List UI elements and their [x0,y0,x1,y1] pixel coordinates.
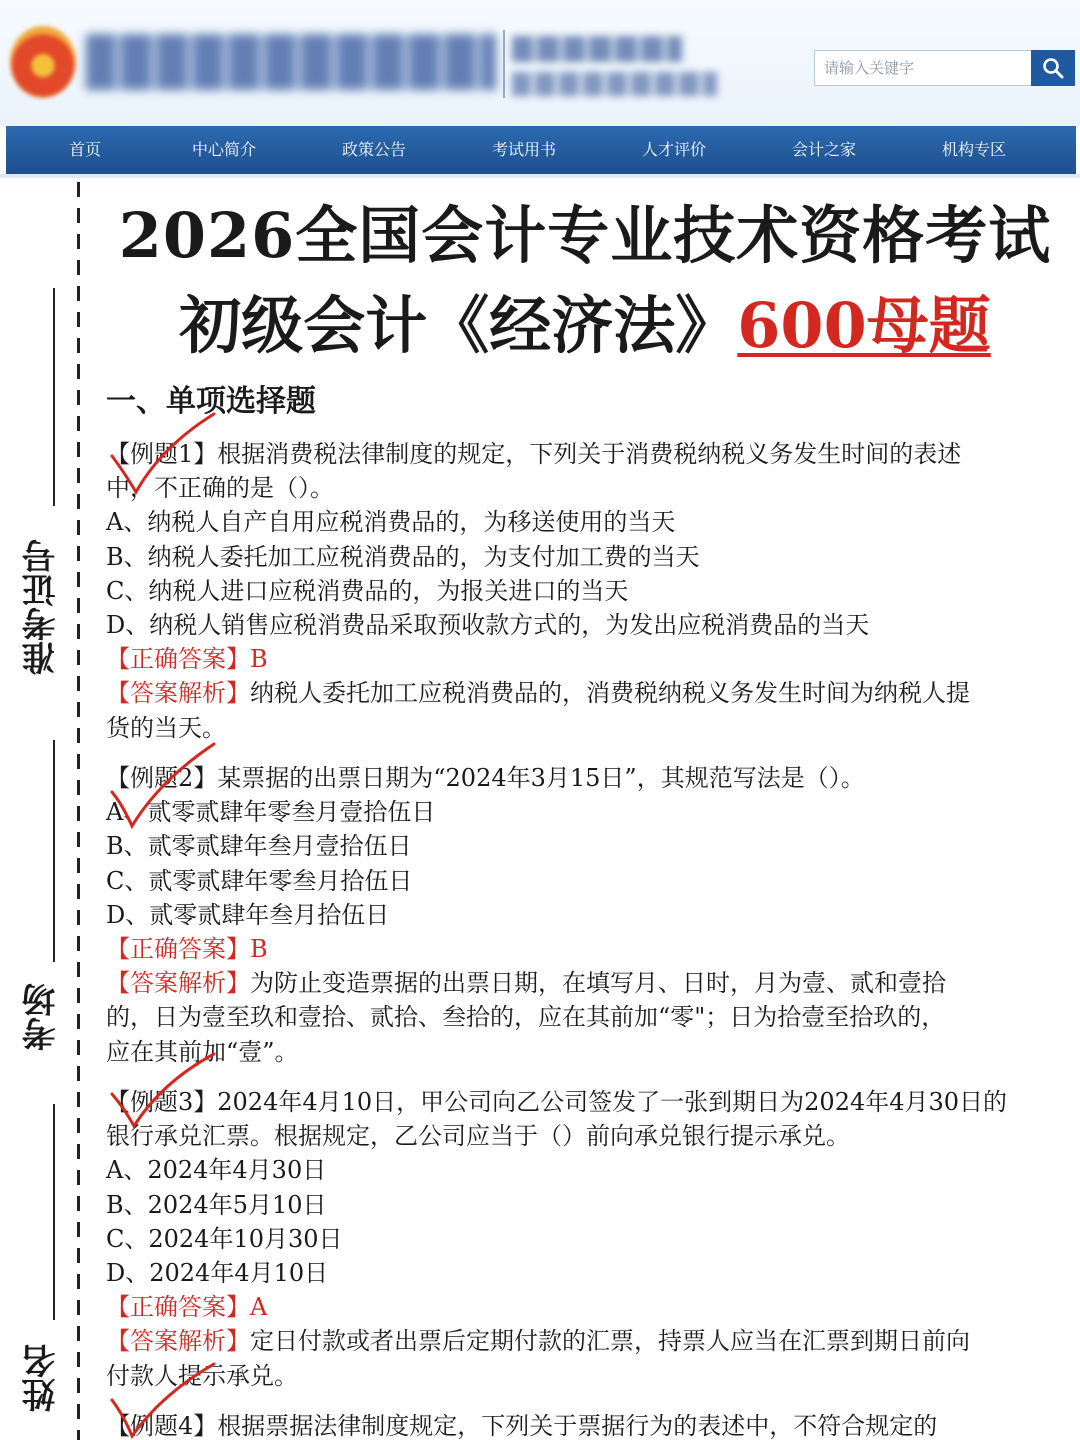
answer-label: 【正确答案】 [106,935,250,964]
nav-home[interactable]: 首页 [68,140,101,159]
subtitle-highlight: 600母题 [737,289,991,362]
section-heading: 一、单项选择题 [106,384,316,419]
option-b: B、贰零贰肆年叁月壹拾伍日 [106,832,412,861]
analysis [106,676,1056,710]
question-stem-line: 【例题4】根据票据法律制度规定，下列关于票据行为的表述中，不符合规定的 [106,1412,938,1440]
exam-room-label: 考场 [22,983,62,1052]
exam-no-line [53,288,55,506]
analysis-line: 应在其前加“壹”。 [106,1037,299,1066]
analysis-label: 【答案解析】 [106,679,250,708]
question-3 [106,1085,1056,1393]
answer-value: A [250,1293,268,1322]
option-d: D、贰零贰肆年叁月拾伍日 [106,900,390,929]
name-line [53,1104,55,1320]
option-c: C、贰零贰肆年零叁月拾伍日 [106,866,413,895]
blurred-site-subtitle [512,36,682,62]
analysis-line: 货的当天。 [106,713,226,742]
nav-shadow [0,174,1080,178]
exam-room-line [53,740,55,962]
option-a: A、2024年4月30日 [106,1156,327,1185]
nav-talent[interactable]: 人才评价 [641,140,706,159]
page-title: 2026全国会计专业技术资格考试 [118,199,1052,272]
nav-books[interactable]: 考试用书 [491,140,556,159]
emblem-logo [10,26,76,98]
answer-value: B [250,645,268,674]
answer-label: 【正确答案】 [106,1293,250,1322]
check-mark-icon [108,410,218,500]
analysis [106,1324,1056,1358]
check-mark-icon [108,740,218,830]
question-stem-line: 【例题1】根据消费税法律制度的规定，下列关于消费税纳税义务发生时间的表述 [106,440,962,468]
blurred-site-subtitle-2 [512,72,717,96]
answer-value: B [250,935,268,964]
option-c: C、纳税人进口应税消费品的，为报关进口的当天 [106,576,629,605]
search-button[interactable] [1031,50,1075,86]
subtitle-prefix: 初级会计《经济法》 [179,289,738,362]
analysis-line: 的，日为壹至玖和壹拾、贰拾、叁拾的，应在其前加“零"；日为拾壹至拾玖的， [106,1003,946,1032]
check-mark-icon [108,1050,218,1130]
header-divider [503,30,505,98]
cut-line [77,182,80,1440]
analysis [106,966,1056,1000]
analysis-line: 付款人提示承兑。 [106,1361,298,1390]
correct-answer [106,932,1056,966]
correct-answer [106,1290,1056,1324]
option-d: D、2024年4月10日 [106,1259,329,1288]
correct-answer [106,642,1056,676]
option-c: C、2024年10月30日 [106,1224,343,1253]
name-label: 姓名 [22,1344,62,1412]
analysis-text: 为防止变造票据的出票日期，在填写月、日时，月为壹、贰和壹拾 [250,969,946,998]
nav-about[interactable]: 中心简介 [191,140,256,159]
option-b: B、纳税人委托加工应税消费品的，为支付加工费的当天 [106,542,700,571]
exam-no-label: 准考证号 [22,539,62,675]
main-nav [6,126,1076,174]
analysis-label: 【答案解析】 [106,969,250,998]
analysis-text: 定日付款或者出票后定期付款的汇票，持票人应当在汇票到期日前向 [250,1327,970,1356]
question-1 [106,437,1056,745]
option-a: A、贰零贰肆年零叁月壹拾伍日 [106,798,436,827]
answer-label: 【正确答案】 [106,645,250,674]
search-icon [1041,56,1065,80]
nav-accounting-home[interactable]: 会计之家 [791,140,856,159]
question-2 [106,761,1056,1069]
question-stem-line: 银行承兑汇票。根据规定，乙公司应当于（）前向承兑银行提示承兑。 [106,1122,850,1151]
nav-institutions[interactable]: 机构专区 [941,140,1006,159]
page-subtitle [100,276,1070,365]
check-mark-icon [108,1360,218,1440]
blurred-site-title [86,34,496,90]
nav-policy[interactable]: 政策公告 [341,140,406,159]
question-stem-line: 【例题2】某票据的出票日期为“2024年3月15日”，其规范写法是（）。 [106,764,865,792]
site-header [0,0,1080,126]
option-a: A、纳税人自产自用应税消费品的，为移送使用的当天 [106,508,676,537]
option-d: D、纳税人销售应税消费品采取预收款方式的，为发出应税消费品的当天 [106,611,870,640]
analysis-label: 【答案解析】 [106,1327,250,1356]
question-stem-line: 【例题3】2024年4月10日，甲公司向乙公司签发了一张到期日为2024年4月30日的 [106,1088,1008,1116]
question-4 [106,1409,1056,1440]
question-stem-line: 中，不正确的是（）。 [106,474,334,503]
option-b: B、2024年5月10日 [106,1190,327,1219]
analysis-text: 纳税人委托加工应税消费品的，消费税纳税义务发生时间为纳税人提 [250,679,970,708]
search-input[interactable]: 请输入关键字 [814,50,1032,86]
